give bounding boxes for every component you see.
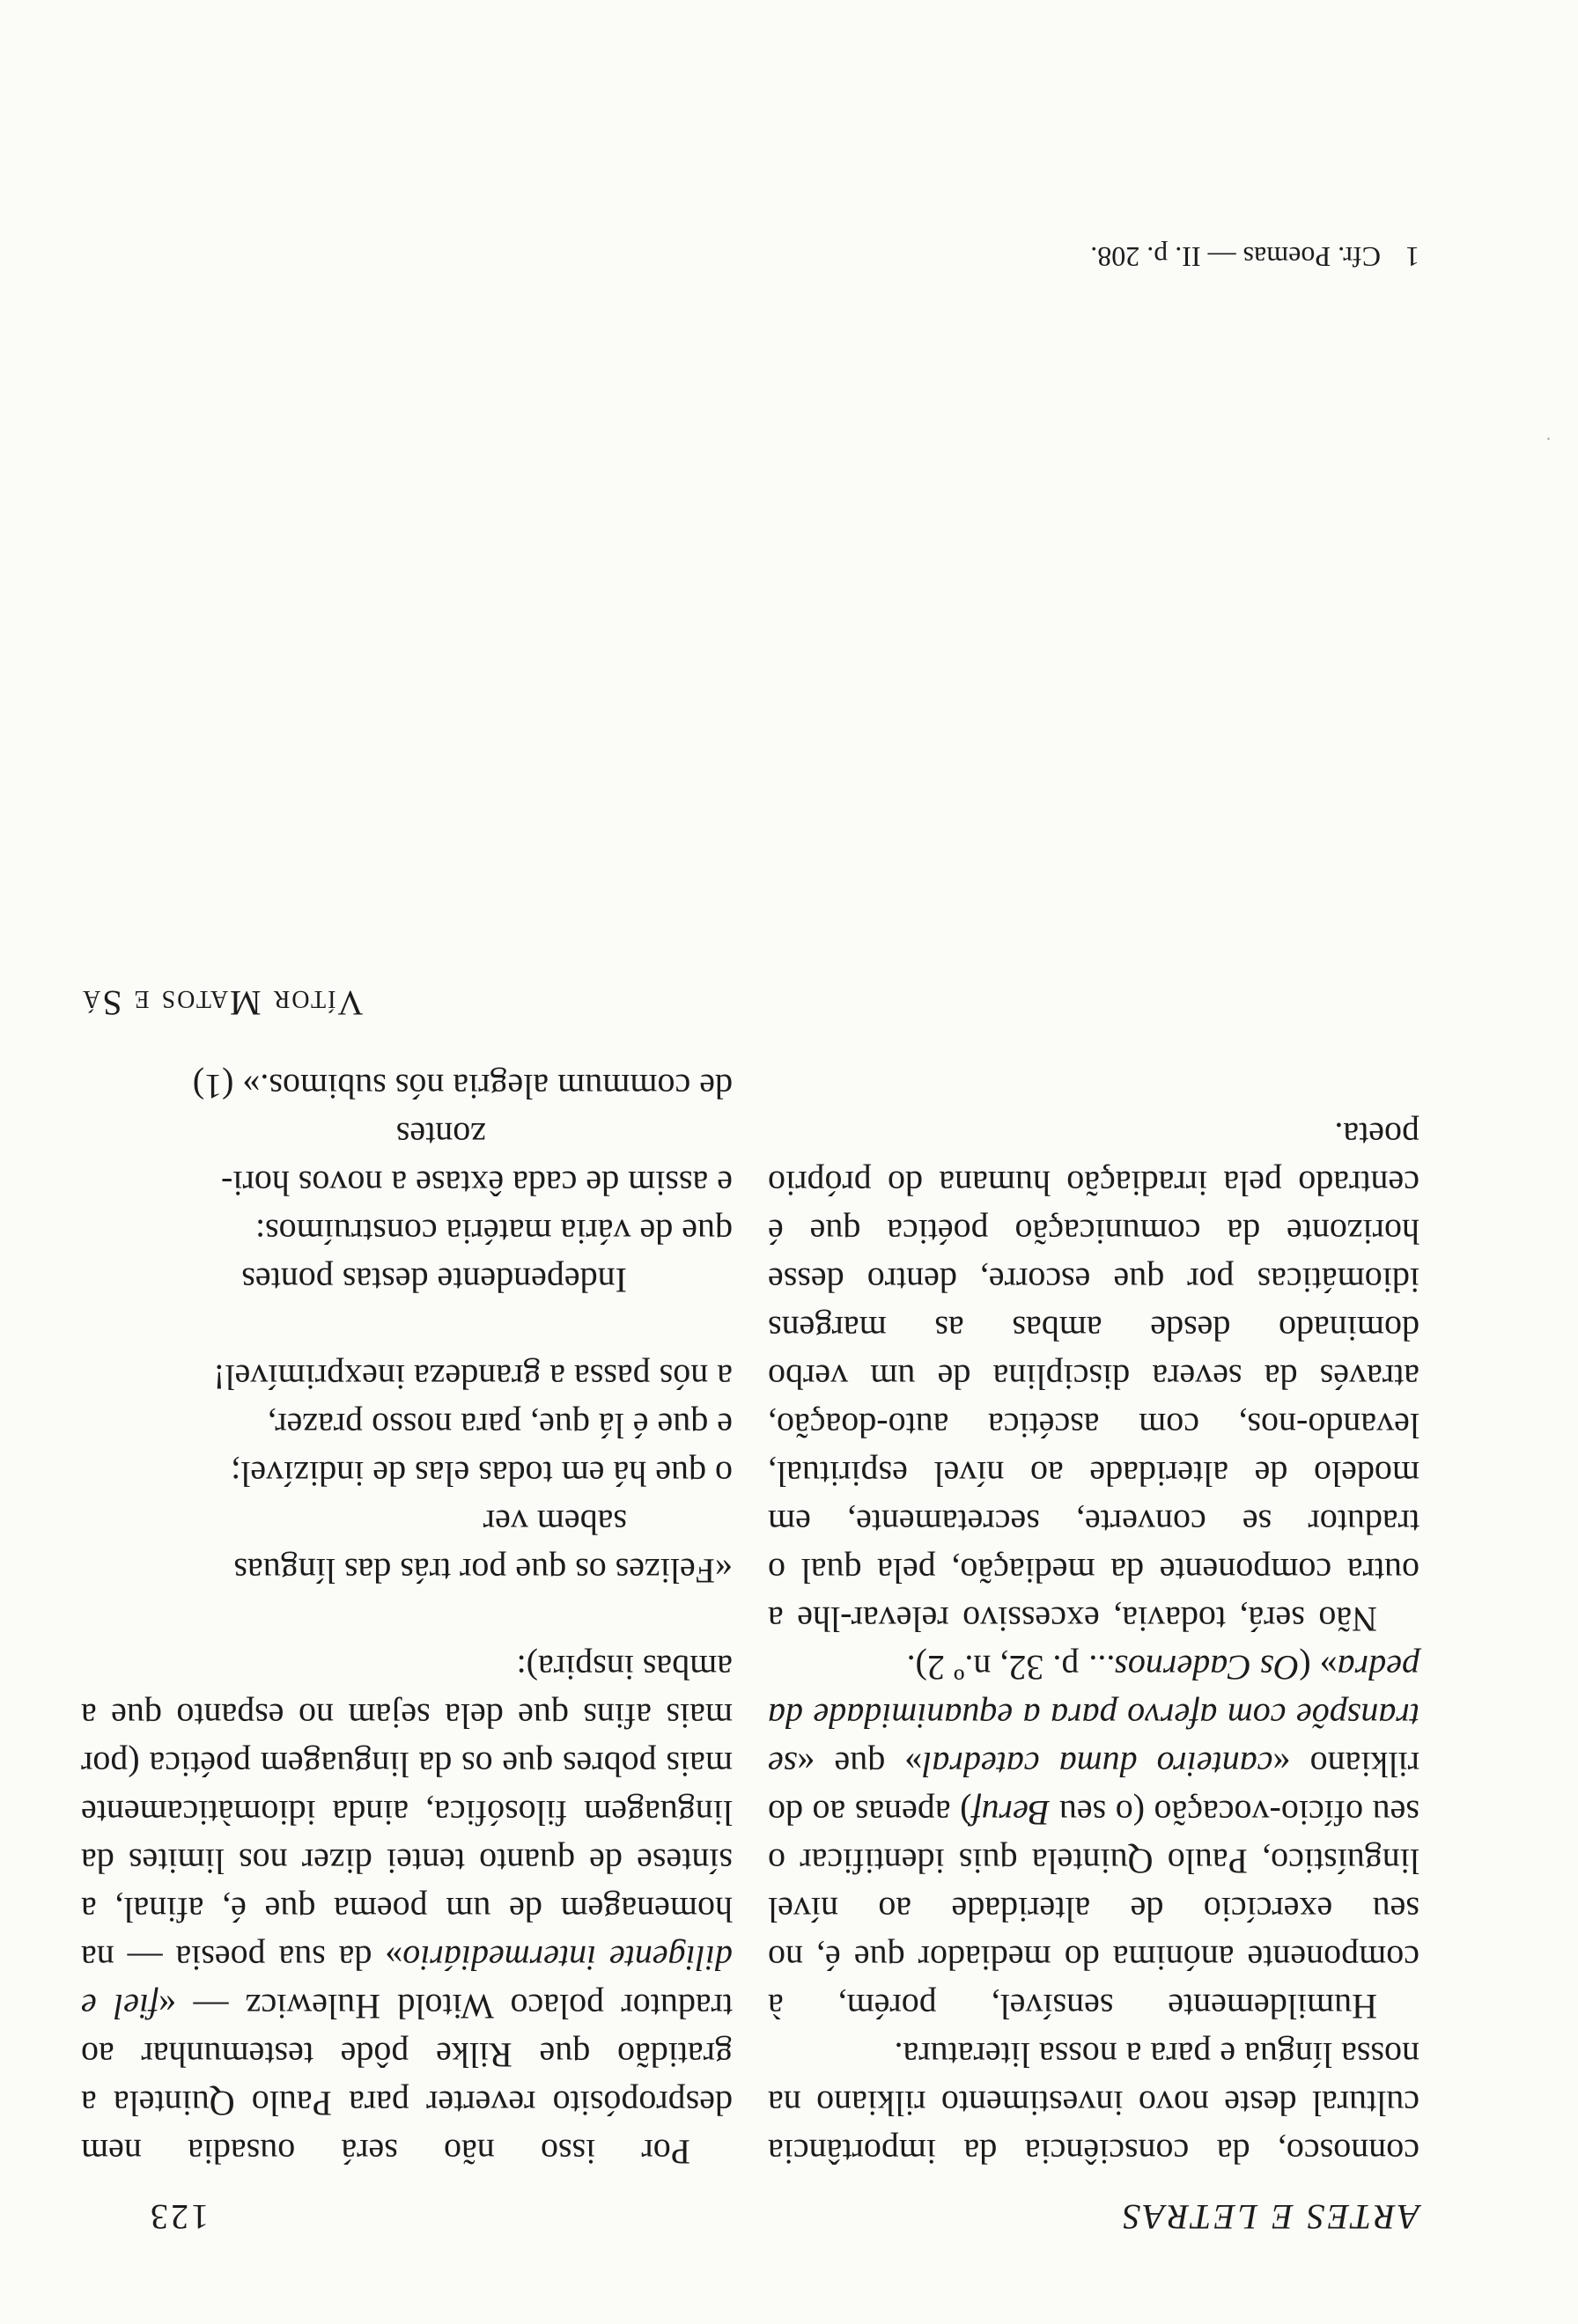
poem-line: e assim de cada êxtase a novos hori- <box>221 1164 733 1203</box>
poem-line: e que é lá que, para nosso prazer, <box>267 1406 733 1445</box>
beruf-term: Beruf <box>971 1793 1051 1833</box>
paragraph-3: Não será, todavia, excessivo relevar-lhe a outra componente da mediação, pela qual o tradutor se converte, secretamente, em modelo de alteridade ao nível espiritual, levando-nos, com ascética auto-doação, através da severa disciplina de um verbo dominado desde ambas as margens idiomáticas por que escorre, dentro desse horizonte da comunicação poética que é centrado pela irradiação humana do próprio poeta. <box>768 1115 1419 1639</box>
paragraph-2-text-b: ) apenas ao do rilkiano « <box>768 1745 1419 1833</box>
paragraph-4 <box>81 1644 733 2176</box>
paragraph-2 <box>768 1644 1419 2031</box>
cadernos-title: Os Cadernos... <box>1088 1648 1300 1688</box>
quote-transpoe: se transpõe com afervo para a equanimidade da pedra <box>768 1648 1419 1784</box>
paragraph-1: connosco, da consciência da importância cultural deste novo investimento rilkiano na nossa língua e para a nossa literatura. <box>768 2035 1419 2172</box>
paragraph-2-text-e: p. 32, n.º 2). <box>906 1648 1088 1688</box>
author-signature: Vítor Matos e Sá <box>81 983 364 1023</box>
footnote <box>1090 240 1419 273</box>
poem-line: zontes <box>395 1115 486 1155</box>
poem-line: o que há em todas elas de indizível; <box>231 1454 733 1494</box>
poem-line: «Felizes os que por trás das línguas <box>233 1551 733 1591</box>
footnote-text: Cfr. Poemas — II. p. 208. <box>1090 241 1381 273</box>
paragraph-4-text-a: Por isso não será ousadia nem despropósito reverter para Paulo Quintela a gratidão que Rilke pôde testemunhar ao tradutor polaco Witold Hulewicz — « <box>81 1987 733 2172</box>
footnote-number: 1 <box>1405 241 1419 273</box>
scan-speck <box>1547 438 1550 440</box>
poem-block <box>81 1063 733 1595</box>
running-title: ARTES E LETRAS <box>1120 2197 1419 2237</box>
poem-line: sabem ver <box>483 1503 627 1542</box>
paragraph-2-text-a: Humildemente sensível, porém, à componente anónima do mediador que é, no seu exercício de alteridade ao nível linguístico, Paulo Quintela quis identificar o seu ofício-vocação (o seu <box>768 1793 1419 2026</box>
poem-line: que de vária matéria construímos: <box>254 1212 733 1252</box>
left-column <box>768 1111 1419 2176</box>
paragraph-2-text-c: » que « <box>797 1745 923 1784</box>
paragraph-4-text-b: » da sua poesia — na homenagem de um poema que é, afinal, a síntese de quanto tentei dizer nos limites da linguagem filosófica, ainda idiomàticamente mais pobres que os da linguagem poética (por mais afins que dela sejam no espanto que a ambas inspira): <box>81 1648 733 1978</box>
page-number: 123 <box>148 2197 209 2237</box>
quote-canteiro: canteiro duma catedral <box>922 1745 1273 1784</box>
poem-line: a nós passa a grandeza inexprimível! <box>213 1357 733 1397</box>
poem-line: de commum alegria nós subimos.» (1) <box>192 1067 733 1107</box>
right-column <box>81 979 733 2176</box>
poem-line: Independente destas pontes <box>241 1261 627 1300</box>
quote-fiel: fiel e diligente intermediário <box>81 1938 733 2026</box>
paragraph-2-text-d: » ( <box>1299 1648 1338 1688</box>
